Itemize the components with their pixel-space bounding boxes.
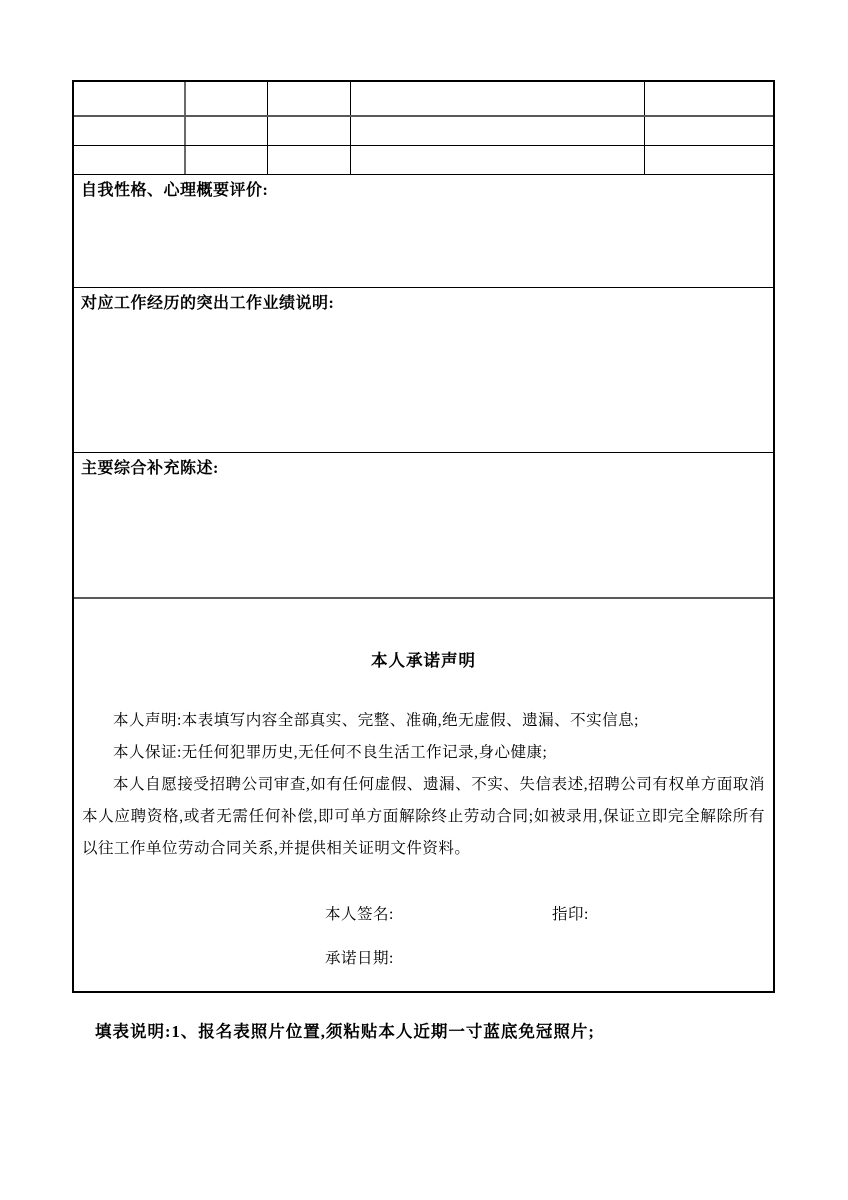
empty-table-cell — [645, 117, 773, 145]
empty-table-cell — [74, 117, 186, 145]
commitment-date-label: 承诺日期: — [325, 949, 394, 967]
empty-table-cell — [186, 117, 268, 145]
empty-table-cell — [74, 82, 186, 115]
empty-table-row — [74, 146, 773, 175]
empty-table-cell — [268, 117, 351, 145]
declaration-title: 本人承诺声明 — [371, 650, 476, 670]
application-form-table — [72, 80, 775, 993]
empty-table-cell — [351, 146, 645, 174]
section-supplementary-statement-label: 主要综合补充陈述: — [81, 459, 219, 477]
empty-table-cell — [645, 82, 773, 115]
signature-label: 本人签名: — [325, 905, 394, 923]
empty-table-cell — [268, 82, 351, 115]
declaration-section — [74, 599, 773, 992]
form-filling-instructions: 填表说明:1、报名表照片位置,须粘贴本人近期一寸蓝底免冠照片; — [95, 1022, 595, 1041]
section-work-achievements-label: 对应工作经历的突出工作业绩说明: — [81, 294, 335, 312]
section-self-evaluation — [74, 175, 773, 288]
declaration-paragraph-guarantee: 本人保证:无任何犯罪历史,无任何不良生活工作记录,身心健康; — [113, 743, 548, 761]
empty-table-cell — [74, 146, 186, 174]
empty-table-cell — [268, 146, 351, 174]
empty-table-row — [74, 117, 773, 146]
empty-table-cell — [645, 146, 773, 174]
declaration-paragraph-consent: 本人自愿接受招聘公司审查,如有任何虚假、遗漏、不实、失信表述,招聘公司有权单方面取消本人应聘资格,或者无需任何补偿,即可单方面解除终止劳动合同;如被录用,保证立即完全解除所有以往工作单位劳动合同关系,并提供相关证明文件资料。 — [82, 775, 765, 857]
empty-table-cell — [351, 117, 645, 145]
section-supplementary-statement — [74, 453, 773, 599]
empty-table-row — [74, 82, 773, 117]
declaration-paragraph-statement: 本人声明:本表填写内容全部真实、完整、准确,绝无虚假、遗漏、不实信息; — [113, 711, 639, 729]
empty-table-cell — [351, 82, 645, 115]
signature-row — [82, 899, 765, 931]
empty-table-cell — [186, 146, 268, 174]
fingerprint-label: 指印: — [552, 905, 589, 923]
section-self-evaluation-label: 自我性格、心理概要评价: — [81, 181, 269, 199]
declaration-body — [82, 705, 765, 865]
date-row — [82, 943, 765, 975]
section-work-achievements — [74, 288, 773, 453]
empty-table-cell — [186, 82, 268, 115]
